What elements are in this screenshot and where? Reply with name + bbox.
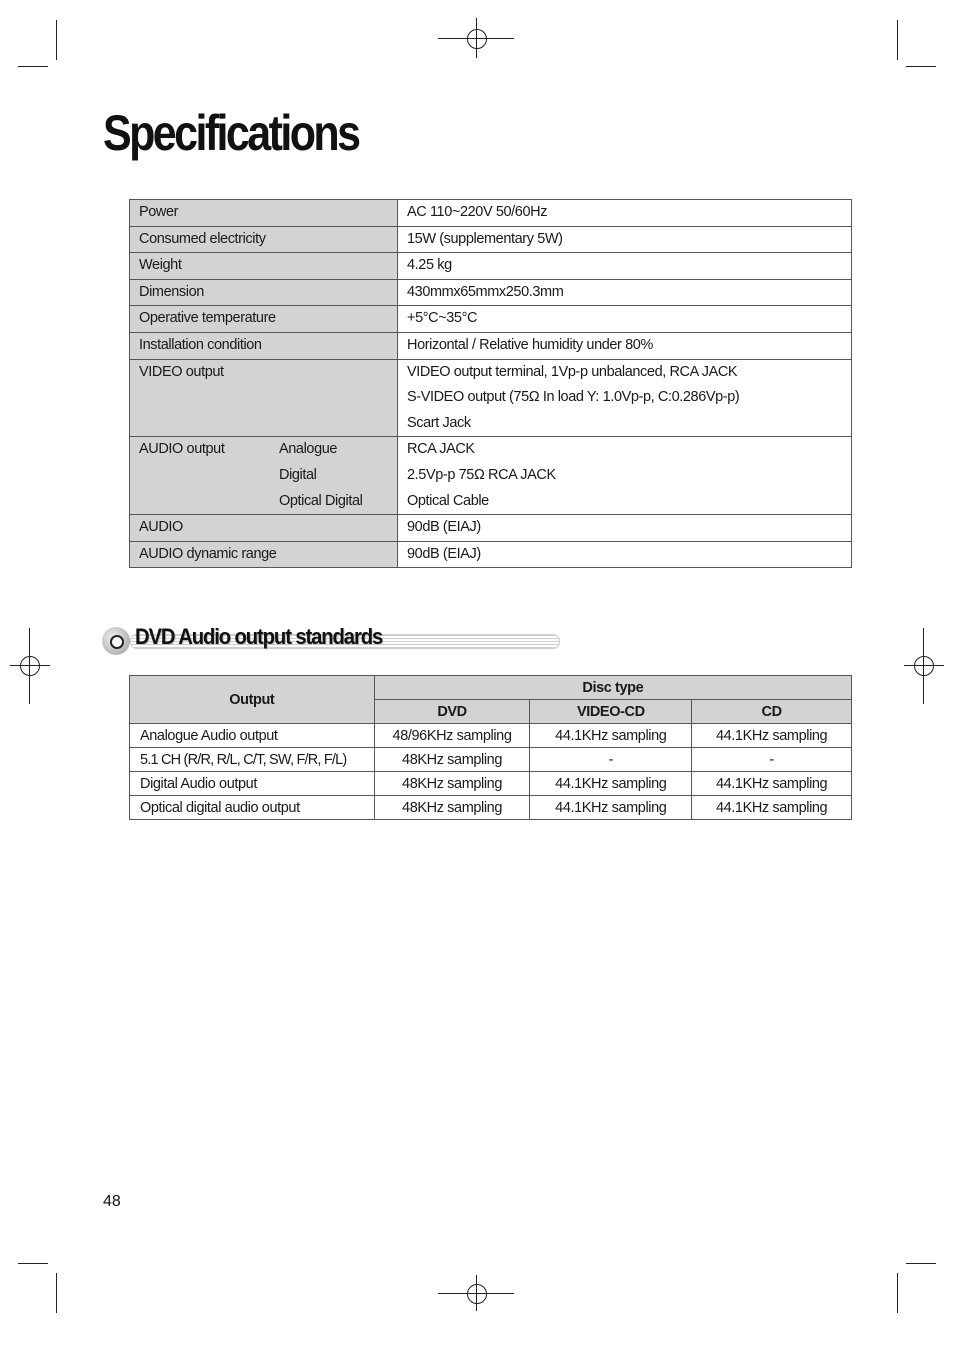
spec-value-line: VIDEO output terminal, 1Vp-p unbalanced, RCA JACK [407,363,738,380]
video-cd-value: 44.1KHz sampling [530,796,692,820]
output-name: Optical digital audio output [130,796,375,820]
crop-mark [18,1263,48,1264]
spec-label-group [139,437,388,514]
spec-label: Consumed electricity [130,226,398,253]
spec-value: 4.25 kg [398,253,852,280]
cd-value: 44.1KHz sampling [692,796,852,820]
registration-mark-icon [467,29,487,49]
disc-bullet-center [110,635,124,649]
crop-mark [904,665,944,666]
table-row [130,359,852,437]
table-row [130,796,852,820]
table-row [130,253,852,280]
dvd-value: 48KHz sampling [374,772,530,796]
video-cd-value: 44.1KHz sampling [530,772,692,796]
video-cd-value: - [530,748,692,772]
disc-bullet-icon [102,627,130,655]
section-title: DVD Audio output standards [135,624,383,649]
cd-value: 44.1KHz sampling [692,724,852,748]
crop-mark [18,66,48,67]
output-name: 5.1 CH (R/R, R/L, C/T, SW, F/R, F/L) [130,748,375,772]
table-row [130,541,852,568]
table-row [130,437,852,515]
header-output: Output [130,676,375,724]
spec-label: Weight [130,253,398,280]
spec-label: VIDEO output [130,359,398,437]
spec-value: 90dB (EIAJ) [398,541,852,568]
spec-value: +5°C~35°C [398,306,852,333]
table-row [130,306,852,333]
spec-label-main: AUDIO output [139,441,225,458]
crop-mark [476,18,477,58]
table-row [130,200,852,227]
crop-mark [897,1273,898,1313]
table-row [130,515,852,542]
crop-mark [906,1263,936,1264]
header-dvd: DVD [374,700,530,724]
header-video-cd: VIDEO-CD [530,700,692,724]
spec-value-line: S-VIDEO output (75Ω In load Y: 1.0Vp-p, C:0.286Vp-p) [407,389,740,406]
spec-sublabel: Optical Digital [279,492,363,509]
spec-value: 15W (supplementary 5W) [398,226,852,253]
page-title: Specifications [103,105,359,161]
spec-value-line: 2.5Vp-p 75Ω RCA JACK [407,466,556,483]
spec-value: 90dB (EIAJ) [398,515,852,542]
spec-value: 430mmx65mmx250.3mm [398,279,852,306]
spec-label [130,437,398,515]
specifications-table [129,199,852,568]
spec-sublabel: Digital [279,466,317,483]
dvd-value: 48/96KHz sampling [374,724,530,748]
table-row [130,748,852,772]
crop-mark [923,628,924,704]
output-name: Digital Audio output [130,772,375,796]
crop-mark [897,20,898,60]
crop-mark [29,628,30,704]
crop-mark [476,1275,477,1311]
page-number: 48 [103,1193,121,1210]
dvd-value: 48KHz sampling [374,796,530,820]
crop-mark [56,20,57,60]
header-cd: CD [692,700,852,724]
spec-label: Power [130,200,398,227]
spec-label: Operative temperature [130,306,398,333]
cd-value: - [692,748,852,772]
spec-label: Installation condition [130,332,398,359]
table-row [130,226,852,253]
cd-value: 44.1KHz sampling [692,772,852,796]
registration-mark-icon [914,656,934,676]
crop-mark [10,665,50,666]
spec-value [398,437,852,515]
video-cd-value: 44.1KHz sampling [530,724,692,748]
spec-label: Dimension [130,279,398,306]
output-name: Analogue Audio output [130,724,375,748]
crop-mark [56,1273,57,1313]
section-heading [100,624,560,658]
spec-sublabels [279,437,362,514]
spec-sublabel: Analogue [279,441,338,458]
spec-value-line: RCA JACK [407,441,475,458]
spec-label: AUDIO [130,515,398,542]
audio-output-standards-table [129,675,852,820]
table-row [130,724,852,748]
spec-value: AC 110~220V 50/60Hz [398,200,852,227]
table-header-row [130,676,852,700]
registration-mark-icon [467,1284,487,1304]
spec-value-line: Optical Cable [407,492,489,509]
spec-value-line: Scart Jack [407,414,471,431]
registration-mark-icon [20,656,40,676]
table-row [130,332,852,359]
dvd-value: 48KHz sampling [374,748,530,772]
crop-mark [906,66,936,67]
header-disc-type: Disc type [374,676,851,700]
spec-label: AUDIO dynamic range [130,541,398,568]
table-row [130,772,852,796]
table-row [130,279,852,306]
spec-value: Horizontal / Relative humidity under 80% [398,332,852,359]
spec-value [398,359,852,437]
